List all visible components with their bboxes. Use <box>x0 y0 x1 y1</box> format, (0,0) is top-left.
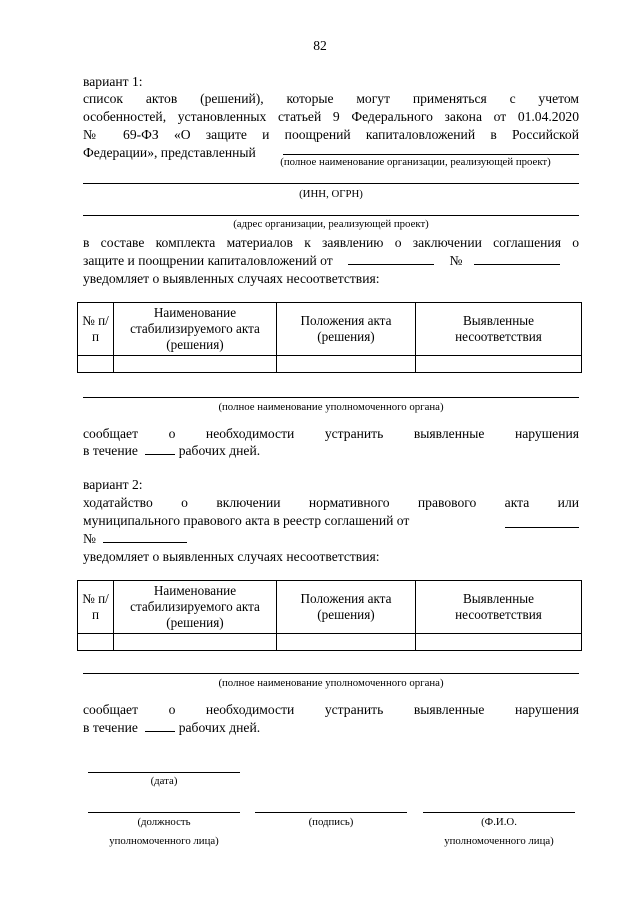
table-cell <box>114 634 277 651</box>
variant1-notify: уведомляет о выявленных случаях несоответствия: <box>83 271 380 286</box>
reports-days-text: рабочих дней. <box>178 720 261 735</box>
signature-line <box>255 812 407 813</box>
caption-position-1: (должность <box>137 816 191 828</box>
caption-inn: (ИНН, ОГРН) <box>299 188 363 200</box>
date-blank <box>348 252 434 265</box>
petition-line2 <box>83 512 579 530</box>
reports-line2 <box>83 442 260 460</box>
header-violations: Выявленные несоответствия <box>416 581 582 634</box>
caption-position-2: уполномоченного лица) <box>109 835 219 847</box>
variant1-para-line3: № 69-ФЗ «О защите и поощрений капиталовложений в Российской <box>83 127 579 142</box>
authority-line <box>83 397 579 398</box>
composition-line2 <box>83 252 579 270</box>
variant1-heading: вариант 1: <box>83 74 143 89</box>
header-name: Наименование стабилизируемого акта (решения) <box>114 303 277 356</box>
reports-line2-2 <box>83 719 260 737</box>
header-violations: Выявленные несоответствия <box>416 303 582 356</box>
fio-line <box>423 812 575 813</box>
address-line <box>83 215 579 216</box>
days-blank <box>145 442 175 455</box>
petition-registry-text: муниципального правового акта в реестр соглашений от <box>83 513 410 528</box>
caption-fio-1: (Ф.И.О. <box>481 816 517 828</box>
table-cell <box>277 634 416 651</box>
variant2-table <box>77 580 582 651</box>
table-cell <box>416 634 582 651</box>
petition-date-blank <box>505 515 579 528</box>
variant2-notify: уведомляет о выявленных случаях несоответствия: <box>83 549 380 564</box>
caption-address: (адрес организации, реализующей проект) <box>233 218 429 230</box>
table-cell <box>78 356 114 373</box>
org-name-blank <box>283 154 579 155</box>
reports-within-text: в течение <box>83 720 138 735</box>
header-provisions: Положения акта (решения) <box>277 581 416 634</box>
caption-authority-2: (полное наименование уполномоченного органа) <box>218 677 444 689</box>
composition-from-text: защите и поощрении капиталовложений от <box>83 253 333 268</box>
variant1-para-last: Федерации», представленный <box>83 145 256 160</box>
variant2-heading: вариант 2: <box>83 477 143 492</box>
variant1-table <box>77 302 582 373</box>
header-provisions: Положения акта (решения) <box>277 303 416 356</box>
header-name: Наименование стабилизируемого акта (решения) <box>114 581 277 634</box>
number-sign: № <box>449 253 463 268</box>
caption-authority: (полное наименование уполномоченного органа) <box>218 401 444 413</box>
caption-org-name: (полное наименование организации, реализующей проект) <box>280 156 551 168</box>
caption-date: (дата) <box>150 775 178 787</box>
table-cell <box>114 356 277 373</box>
reports-line1-2: сообщает о необходимости устранить выявленные нарушения <box>83 702 579 717</box>
composition-line1: в составе комплекта материалов к заявлению о заключении соглашения о <box>83 235 579 250</box>
reports-days-text: рабочих дней. <box>178 443 261 458</box>
header-num: № п/п <box>78 581 114 634</box>
header-num: № п/п <box>78 303 114 356</box>
caption-fio-2: уполномоченного лица) <box>444 835 554 847</box>
position-line <box>88 812 240 813</box>
variant1-para-line1: список актов (решений), которые могут применяться с учетом <box>83 91 579 106</box>
days-blank <box>145 719 175 732</box>
table-cell <box>277 356 416 373</box>
page-number: 82 <box>313 38 327 53</box>
reports-line1: сообщает о необходимости устранить выявленные нарушения <box>83 426 579 441</box>
caption-signature: (подпись) <box>308 816 354 828</box>
table-cell <box>416 356 582 373</box>
petition-line3 <box>83 530 187 548</box>
variant1-para-line2: особенностей, установленных статьей 9 Федерального закона от 01.04.2020 <box>83 109 579 124</box>
org-name-line <box>83 183 579 184</box>
number-blank <box>474 252 560 265</box>
petition-line1: ходатайство о включении нормативного правового акта или <box>83 495 579 510</box>
date-line <box>88 772 240 773</box>
petition-number-blank <box>103 530 187 543</box>
petition-number-sign: № <box>83 531 96 546</box>
table-cell <box>78 634 114 651</box>
authority-line-2 <box>83 673 579 674</box>
reports-within-text: в течение <box>83 443 138 458</box>
